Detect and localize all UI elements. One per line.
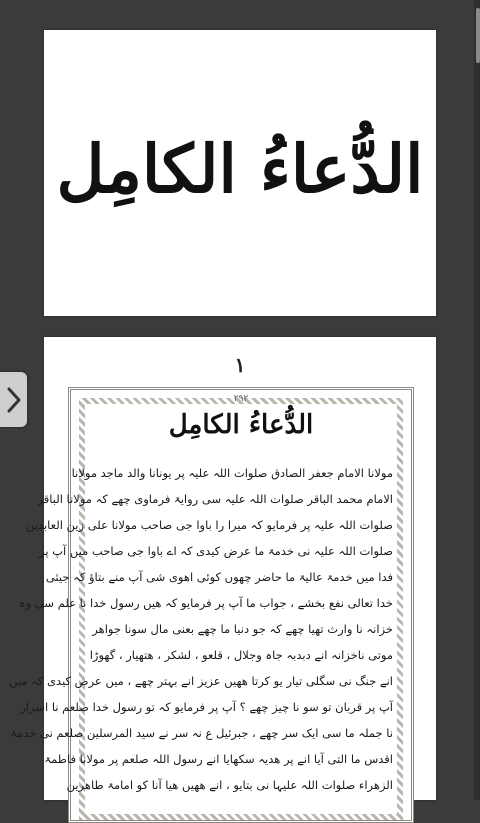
drawer-open-button[interactable] — [0, 372, 27, 427]
chevron-right-icon — [6, 386, 22, 414]
text-line: صلوات اللہ علیہ نی خدمۃ ما عرض کیدی کہ اے باوا جی صاحب میں آپ پر — [39, 544, 393, 558]
text-line: موتی ناخزانہ انے دبدبہ جاہ وجلال ، قلعو ، لشکر ، ھتھیار ، گھوڑا — [89, 648, 393, 662]
text-line: مولانا الامام جعفر الصادق صلوات اللہ علیہ پر یونانا والد ماجد مولانا — [71, 466, 393, 480]
text-line: اقدس ما التی آیا انے پر ھدیہ سکھایا انے رسول اللہ صلعم پر مولانا فاطمۃ — [44, 752, 393, 766]
scroll-thumb[interactable] — [476, 8, 480, 63]
decorative-frame — [9, 387, 414, 823]
text-line: انے جنگ نی سگلی تیار یو کرتا ھھیں عزیز انے بہتر چھے ، میں عرض کیدی کہ میں — [9, 674, 393, 688]
pdf-page-2 — [9, 337, 436, 800]
inner-page-title: الدُّعاءُ الکامِل — [168, 410, 314, 440]
scan-page-header: ۲۹۲ — [233, 394, 249, 404]
text-line: فدا میں خدمۃ عالیۃ ما حاضر چھوں کوئی اھوی شی آپ منے بتاؤ کہ جیثی — [45, 570, 393, 584]
text-line: نا جملہ ما سی ایک سر چھے ، جبرئیل ع نہ سر نے سید المرسلین صلعم نی خدمۃ — [10, 726, 393, 740]
text-line: الامام محمد الباقر صلوات اللہ علیہ سی روایۃ فرماوی چھے کہ مولانا الباقر — [37, 492, 393, 506]
text-line: خزانہ نا وارث تھیا چھے کہ جو دنیا ما چھے بعنی مال سونا جواھر — [92, 622, 393, 636]
cover-title-calligraphy: الدُّعاءُ الکامِل — [56, 130, 424, 208]
text-line: الزھراء صلوات اللہ علیہا نی بتایو ، انے ھھیں ھیا آنا کو امامۃ طاھرین — [66, 778, 393, 792]
page-body-text — [9, 460, 393, 798]
pdf-page-1 — [44, 30, 436, 316]
text-line: خدا تعالی نفع بخشے ، جواب ما آپ پر فرمایو کہ ھیں رسول خدا نا علم سی وہ — [18, 596, 393, 610]
page-number: ۱ — [234, 353, 246, 377]
text-line: آپ پر قربان تو سو نا چیز چھے ؟ آپ پر فرمایو کہ تو رسول خدا صلعم نا اسرار — [20, 700, 393, 714]
text-line: صلوات اللہ علیہ پر فرمایو کہ میرا را باوا جی صاحب مولانا علی زین العابدین — [25, 518, 393, 532]
vertical-scrollbar[interactable] — [474, 0, 480, 800]
